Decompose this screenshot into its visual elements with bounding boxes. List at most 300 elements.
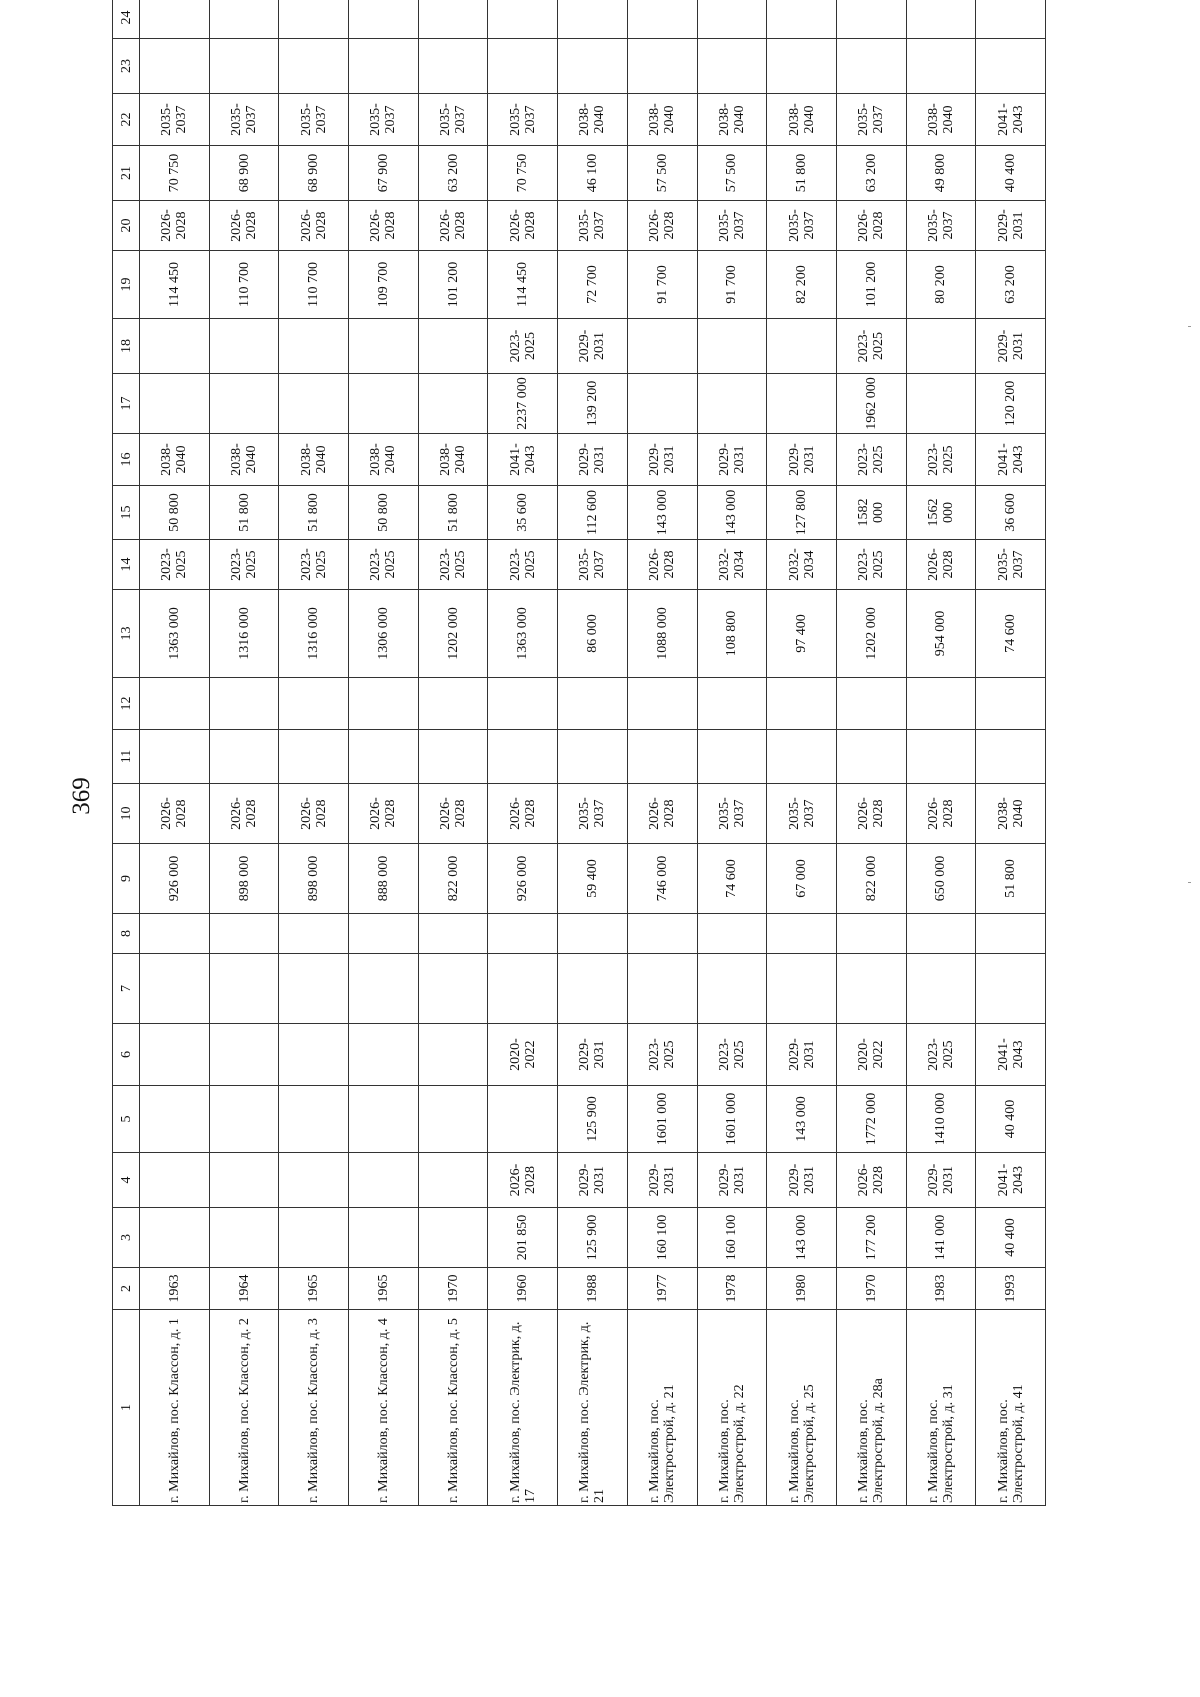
table-cell: 2023-2025 <box>836 319 906 374</box>
table-cell: 1601 000 <box>627 1086 697 1153</box>
table-cell <box>906 954 976 1024</box>
table-cell: 59 400 <box>558 844 628 914</box>
table-cell: 143 000 <box>767 1208 837 1268</box>
table-cell <box>697 39 767 94</box>
table-cell: 2032-2034 <box>767 540 837 590</box>
table-cell <box>209 914 279 954</box>
table-cell: 2026-2028 <box>349 201 419 251</box>
table-cell: 2035-2037 <box>209 94 279 146</box>
table-cell <box>627 678 697 730</box>
table-cell: 160 100 <box>697 1208 767 1268</box>
table-cell: 2035-2037 <box>976 540 1046 590</box>
table-cell: 40 400 <box>976 1086 1046 1153</box>
table-cell: 2023-2025 <box>209 540 279 590</box>
table-cell: 2023-2025 <box>836 540 906 590</box>
column-number-2: 2 <box>113 1268 140 1310</box>
table-cell: 1993 <box>976 1268 1046 1310</box>
table-cell: 2020-2022 <box>488 1024 558 1086</box>
address-cell: г. Михайлов, пос. Электрострой, д. 25 <box>767 1310 837 1506</box>
table-cell <box>349 678 419 730</box>
table-cell: 108 800 <box>697 590 767 678</box>
table-cell: 650 000 <box>906 844 976 914</box>
table-cell: 2038-2040 <box>627 94 697 146</box>
table-cell: 2035-2037 <box>488 94 558 146</box>
table-cell <box>767 39 837 94</box>
table-cell: 141 000 <box>906 1208 976 1268</box>
table-cell: 160 100 <box>627 1208 697 1268</box>
column-number-12: 12 <box>113 678 140 730</box>
table-cell <box>349 954 419 1024</box>
table-cell <box>209 1153 279 1208</box>
table-cell: 2041-2043 <box>976 434 1046 486</box>
table-cell: 1306 000 <box>349 590 419 678</box>
table-cell: 822 000 <box>836 844 906 914</box>
table-cell <box>349 374 419 434</box>
table-cell: 2023-2025 <box>418 540 488 590</box>
table-cell <box>418 319 488 374</box>
table-cell <box>279 39 349 94</box>
table-cell <box>279 374 349 434</box>
address-cell: г. Михайлов, пос. Классон, д. 5 <box>418 1310 488 1506</box>
table-cell: 50 800 <box>349 486 419 540</box>
table-cell <box>209 319 279 374</box>
table-cell: 2035-2037 <box>767 201 837 251</box>
table-cell: 97 400 <box>767 590 837 678</box>
table-cell <box>279 954 349 1024</box>
table-cell <box>627 730 697 784</box>
table-cell: 1963 <box>140 1268 210 1310</box>
column-number-13: 13 <box>113 590 140 678</box>
table-cell: 57 500 <box>627 146 697 201</box>
table-cell <box>906 914 976 954</box>
table-cell <box>349 1153 419 1208</box>
table-row <box>767 0 837 1506</box>
table-cell <box>209 1208 279 1268</box>
table-cell: 2026-2028 <box>349 784 419 844</box>
address-cell: г. Михайлов, пос. Электрик, д. 21 <box>558 1310 628 1506</box>
table-cell: 70 750 <box>488 146 558 201</box>
table-cell: 1964 <box>209 1268 279 1310</box>
scan-mark <box>1188 326 1191 327</box>
table-cell: 2026-2028 <box>140 784 210 844</box>
table-cell: 2023-2025 <box>488 540 558 590</box>
table-cell: 51 800 <box>209 486 279 540</box>
table-cell <box>279 678 349 730</box>
table-cell: 2041-2043 <box>976 1024 1046 1086</box>
table-cell: 1977 <box>627 1268 697 1310</box>
table-cell <box>140 954 210 1024</box>
column-number-1: 1 <box>113 1310 140 1506</box>
column-number-23: 23 <box>113 39 140 94</box>
table-cell: 1978 <box>697 1268 767 1310</box>
table-cell <box>697 914 767 954</box>
table-cell: 2023-2025 <box>279 540 349 590</box>
table-cell <box>279 1086 349 1153</box>
table-cell <box>767 730 837 784</box>
table-cell <box>906 319 976 374</box>
table-cell <box>836 0 906 39</box>
table-cell <box>488 678 558 730</box>
table-cell <box>767 374 837 434</box>
table-cell: 1965 <box>279 1268 349 1310</box>
table-cell <box>418 914 488 954</box>
table-cell: 1202 000 <box>418 590 488 678</box>
table-cell: 2026-2028 <box>906 784 976 844</box>
table-cell: 1983 <box>906 1268 976 1310</box>
table-cell: 50 800 <box>140 486 210 540</box>
header-row <box>113 0 140 1506</box>
table-cell: 2026-2028 <box>836 1153 906 1208</box>
table-cell: 926 000 <box>488 844 558 914</box>
address-cell: г. Михайлов, пос. Электрострой, д. 21 <box>627 1310 697 1506</box>
table-cell <box>140 0 210 39</box>
column-number-11: 11 <box>113 730 140 784</box>
table-cell <box>697 954 767 1024</box>
table-cell: 1363 000 <box>488 590 558 678</box>
table-cell: 898 000 <box>209 844 279 914</box>
table-cell: 67 000 <box>767 844 837 914</box>
table-cell: 1772 000 <box>836 1086 906 1153</box>
table-cell: 51 800 <box>279 486 349 540</box>
table-cell: 2035-2037 <box>279 94 349 146</box>
table-row <box>627 0 697 1506</box>
table-cell <box>140 374 210 434</box>
table-cell <box>279 0 349 39</box>
table-cell <box>697 319 767 374</box>
column-number-19: 19 <box>113 251 140 319</box>
table-cell: 2029-2031 <box>558 1153 628 1208</box>
table-cell <box>209 1086 279 1153</box>
table-cell <box>767 0 837 39</box>
table-row <box>349 0 419 1506</box>
table-cell: 2041-2043 <box>976 94 1046 146</box>
table-cell: 2026-2028 <box>627 540 697 590</box>
address-cell: г. Михайлов, пос. Электрострой, д. 41 <box>976 1310 1046 1506</box>
table-cell <box>558 39 628 94</box>
table-cell <box>767 954 837 1024</box>
table-cell: 110 700 <box>279 251 349 319</box>
table-cell <box>836 678 906 730</box>
table-cell <box>418 374 488 434</box>
table-cell: 1965 <box>349 1268 419 1310</box>
table-cell: 2029-2031 <box>976 319 1046 374</box>
table-cell: 2026-2028 <box>209 784 279 844</box>
table-cell: 40 400 <box>976 146 1046 201</box>
table-row <box>488 0 558 1506</box>
table-cell: 63 200 <box>836 146 906 201</box>
table-cell <box>976 39 1046 94</box>
table-cell: 120 200 <box>976 374 1046 434</box>
table-cell: 63 200 <box>976 251 1046 319</box>
table-cell: 2023-2025 <box>906 1024 976 1086</box>
table-cell: 46 100 <box>558 146 628 201</box>
table-cell <box>209 374 279 434</box>
table-cell <box>627 374 697 434</box>
table-cell <box>976 914 1046 954</box>
table-cell: 2026-2028 <box>906 540 976 590</box>
table-cell <box>976 0 1046 39</box>
table-cell: 1316 000 <box>279 590 349 678</box>
table-cell: 127 800 <box>767 486 837 540</box>
table-cell: 2237 000 <box>488 374 558 434</box>
table-cell: 2029-2031 <box>767 1153 837 1208</box>
table-cell <box>976 730 1046 784</box>
table-cell: 2032-2034 <box>697 540 767 590</box>
table-cell: 2041-2043 <box>976 1153 1046 1208</box>
column-number-22: 22 <box>113 94 140 146</box>
table-cell <box>349 319 419 374</box>
table-cell <box>488 914 558 954</box>
table-cell: 2038-2040 <box>697 94 767 146</box>
table-cell <box>906 730 976 784</box>
table-cell: 2026-2028 <box>836 201 906 251</box>
table-cell: 49 800 <box>906 146 976 201</box>
table-cell: 2023-2025 <box>836 434 906 486</box>
table-cell <box>906 39 976 94</box>
address-cell: г. Михайлов, пос. Электрострой, д. 28а <box>836 1310 906 1506</box>
table-cell: 2029-2031 <box>627 434 697 486</box>
table-cell <box>906 374 976 434</box>
column-number-18: 18 <box>113 319 140 374</box>
table-cell <box>140 39 210 94</box>
table-cell: 82 200 <box>767 251 837 319</box>
table-cell: 2038-2040 <box>279 434 349 486</box>
table-cell: 63 200 <box>418 146 488 201</box>
table-cell: 2029-2031 <box>558 434 628 486</box>
table-cell: 2035-2037 <box>558 784 628 844</box>
column-number-17: 17 <box>113 374 140 434</box>
table-cell: 2026-2028 <box>836 784 906 844</box>
table-cell <box>558 678 628 730</box>
table-cell <box>697 678 767 730</box>
table-cell: 2035-2037 <box>836 94 906 146</box>
table-cell: 201 850 <box>488 1208 558 1268</box>
column-number-9: 9 <box>113 844 140 914</box>
table-row <box>140 0 210 1506</box>
table-cell <box>140 1153 210 1208</box>
table-cell: 1970 <box>836 1268 906 1310</box>
table-cell: 2023-2025 <box>488 319 558 374</box>
table-cell: 57 500 <box>697 146 767 201</box>
table-cell: 74 600 <box>697 844 767 914</box>
table-cell: 1960 <box>488 1268 558 1310</box>
table-cell <box>767 914 837 954</box>
table-cell <box>627 914 697 954</box>
table-cell: 1088 000 <box>627 590 697 678</box>
table-cell: 898 000 <box>279 844 349 914</box>
table-cell <box>140 1208 210 1268</box>
table-cell <box>140 730 210 784</box>
table-cell <box>558 954 628 1024</box>
table-cell: 1980 <box>767 1268 837 1310</box>
table-cell: 2038-2040 <box>906 94 976 146</box>
table-cell: 2029-2031 <box>627 1153 697 1208</box>
table-cell <box>836 914 906 954</box>
table-cell <box>349 914 419 954</box>
table-cell: 2038-2040 <box>976 784 1046 844</box>
table-cell: 109 700 <box>349 251 419 319</box>
table-cell <box>209 39 279 94</box>
table-cell: 112 600 <box>558 486 628 540</box>
table-cell: 2029-2031 <box>767 1024 837 1086</box>
table-cell: 35 600 <box>488 486 558 540</box>
address-cell: г. Михайлов, пос. Классон, д. 4 <box>349 1310 419 1506</box>
table-cell: 2026-2028 <box>627 201 697 251</box>
table-cell: 2035-2037 <box>418 94 488 146</box>
table-cell: 2023-2025 <box>140 540 210 590</box>
table-cell: 125 900 <box>558 1086 628 1153</box>
table-cell: 70 750 <box>140 146 210 201</box>
table-cell: 2035-2037 <box>767 784 837 844</box>
table-row <box>836 0 906 1506</box>
table-cell: 1562 000 <box>906 486 976 540</box>
table-cell: 114 450 <box>140 251 210 319</box>
column-number-4: 4 <box>113 1153 140 1208</box>
column-number-7: 7 <box>113 954 140 1024</box>
table-cell <box>349 1086 419 1153</box>
table-cell <box>279 1153 349 1208</box>
column-number-3: 3 <box>113 1208 140 1268</box>
column-number-16: 16 <box>113 434 140 486</box>
table-cell <box>906 0 976 39</box>
column-number-24: 24 <box>113 0 140 39</box>
table-cell: 2026-2028 <box>627 784 697 844</box>
table-cell <box>627 319 697 374</box>
table-cell <box>627 0 697 39</box>
table-cell: 125 900 <box>558 1208 628 1268</box>
table-cell: 40 400 <box>976 1208 1046 1268</box>
table-cell: 91 700 <box>697 251 767 319</box>
table-cell <box>209 678 279 730</box>
table-cell: 2026-2028 <box>140 201 210 251</box>
table-cell <box>976 954 1046 1024</box>
table-cell: 2038-2040 <box>418 434 488 486</box>
table-cell <box>140 914 210 954</box>
table-cell <box>418 730 488 784</box>
table-cell: 2029-2031 <box>558 1024 628 1086</box>
column-number-8: 8 <box>113 914 140 954</box>
table-row <box>279 0 349 1506</box>
table-cell <box>349 1024 419 1086</box>
table-cell <box>279 1024 349 1086</box>
table-cell: 1962 000 <box>836 374 906 434</box>
table-cell: 1410 000 <box>906 1086 976 1153</box>
table-cell <box>418 678 488 730</box>
table-cell <box>627 39 697 94</box>
table-wrapper <box>112 10 1046 1506</box>
table-cell <box>349 0 419 39</box>
table-row <box>418 0 488 1506</box>
address-cell: г. Михайлов, пос. Электрострой, д. 22 <box>697 1310 767 1506</box>
table-cell: 2035-2037 <box>697 201 767 251</box>
table-cell: 101 200 <box>836 251 906 319</box>
table-row <box>697 0 767 1506</box>
table-cell: 91 700 <box>627 251 697 319</box>
table-cell: 1582 000 <box>836 486 906 540</box>
table-cell <box>418 39 488 94</box>
table-cell <box>836 954 906 1024</box>
column-number-10: 10 <box>113 784 140 844</box>
table-cell <box>279 914 349 954</box>
address-cell: г. Михайлов, пос. Классон, д. 1 <box>140 1310 210 1506</box>
rotated-table-area <box>112 10 1200 1503</box>
table-cell: 2026-2028 <box>488 784 558 844</box>
table-cell <box>558 914 628 954</box>
table-cell <box>279 1208 349 1268</box>
table-cell: 67 900 <box>349 146 419 201</box>
table-cell <box>418 1153 488 1208</box>
column-number-5: 5 <box>113 1086 140 1153</box>
table-cell: 177 200 <box>836 1208 906 1268</box>
table-cell: 1988 <box>558 1268 628 1310</box>
table-cell: 2020-2022 <box>836 1024 906 1086</box>
column-number-15: 15 <box>113 486 140 540</box>
table-cell: 1316 000 <box>209 590 279 678</box>
table-cell: 2023-2025 <box>906 434 976 486</box>
table-cell: 2038-2040 <box>558 94 628 146</box>
table-cell: 51 800 <box>976 844 1046 914</box>
table-cell: 110 700 <box>209 251 279 319</box>
table-cell: 2023-2025 <box>697 1024 767 1086</box>
table-cell: 2029-2031 <box>697 434 767 486</box>
column-number-6: 6 <box>113 1024 140 1086</box>
table-cell: 2026-2028 <box>209 201 279 251</box>
table-cell: 2035-2037 <box>558 540 628 590</box>
table-cell: 51 800 <box>418 486 488 540</box>
address-cell: г. Михайлов, пос. Классон, д. 3 <box>279 1310 349 1506</box>
table-cell: 2023-2025 <box>627 1024 697 1086</box>
table-cell <box>836 730 906 784</box>
table-cell: 68 900 <box>209 146 279 201</box>
column-number-21: 21 <box>113 146 140 201</box>
table-cell <box>906 678 976 730</box>
table-cell <box>627 954 697 1024</box>
table-cell: 68 900 <box>279 146 349 201</box>
column-number-20: 20 <box>113 201 140 251</box>
housing-repair-table <box>112 0 1046 1506</box>
table-cell <box>836 39 906 94</box>
table-cell: 2026-2028 <box>418 784 488 844</box>
scan-mark <box>1188 882 1191 883</box>
table-cell: 2038-2040 <box>349 434 419 486</box>
table-cell <box>488 39 558 94</box>
table-cell <box>418 1024 488 1086</box>
page-number: 369 <box>68 777 95 815</box>
table-cell: 2029-2031 <box>767 434 837 486</box>
table-cell <box>488 1086 558 1153</box>
table-cell: 143 000 <box>767 1086 837 1153</box>
table-cell: 2026-2028 <box>488 201 558 251</box>
table-cell: 746 000 <box>627 844 697 914</box>
table-cell <box>209 730 279 784</box>
table-cell <box>349 1208 419 1268</box>
table-cell: 954 000 <box>906 590 976 678</box>
table-cell <box>279 319 349 374</box>
table-cell <box>209 0 279 39</box>
table-cell <box>697 0 767 39</box>
table-cell: 36 600 <box>976 486 1046 540</box>
table-row <box>906 0 976 1506</box>
table-cell <box>767 319 837 374</box>
table-cell: 1363 000 <box>140 590 210 678</box>
table-cell: 1202 000 <box>836 590 906 678</box>
table-cell: 143 000 <box>627 486 697 540</box>
table-cell <box>558 730 628 784</box>
table-cell <box>349 730 419 784</box>
table-cell <box>488 730 558 784</box>
table-cell: 2035-2037 <box>906 201 976 251</box>
table-cell: 2035-2037 <box>558 201 628 251</box>
